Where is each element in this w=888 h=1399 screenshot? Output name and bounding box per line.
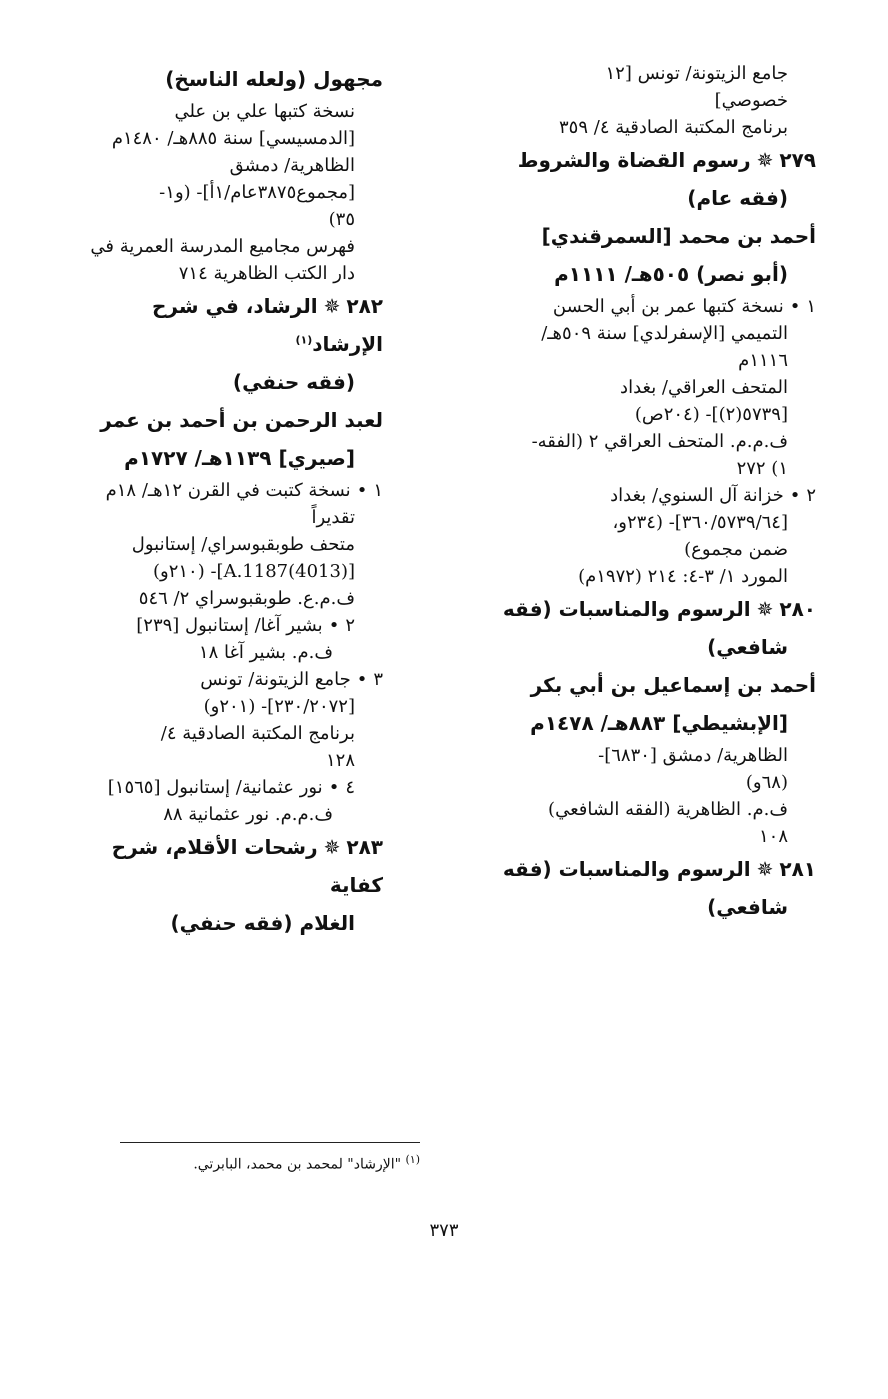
entry-subject: (فقه حنفي)	[232, 370, 355, 394]
copy-text: نسخة كتبت في القرن ١٢هـ/ ١٨م	[105, 480, 351, 501]
copy-item	[83, 774, 383, 828]
copy-text: ضمن مجموع)	[684, 539, 788, 560]
copy-text: فهرس مجاميع المدرسة العمرية في	[90, 236, 355, 257]
entry-heading	[471, 141, 816, 179]
entry-subject: (فقه	[502, 857, 552, 881]
copy-text: متحف طوبقبوسراي/ إستانبول	[131, 534, 355, 555]
copy-text: (٦٨و)	[745, 772, 788, 793]
left-column	[83, 60, 383, 942]
author-name: لعبد الرحمن بن أحمد بن عمر	[100, 408, 383, 432]
copy-text: ف.م.م. المتحف العراقي ٢ (الفقه-	[531, 431, 788, 452]
text-line: برنامج المكتبة الصادقية ٤/ ٣٥٩	[559, 117, 788, 138]
copy-text: برنامج المكتبة الصادقية ٤/	[160, 723, 355, 744]
entry-282	[83, 287, 383, 828]
star-icon: ✵	[756, 148, 774, 172]
author-dates: (أبو نصر) ٥٠٥هـ/ ١١١١م	[554, 262, 788, 286]
copy-text: خزانة آل السنوي/ بغداد	[610, 485, 784, 506]
copy-text: نسخة كتبها علي بن علي	[174, 101, 355, 122]
entry-number: ٢٧٩	[779, 148, 816, 172]
author-name: أحمد بن محمد [السمرقندي]	[541, 224, 816, 248]
copy-text: [مجموع٣٨٧٥عام/١أ]- (و١-	[159, 182, 355, 203]
entry-title: الرشاد، في شرح الإرشاد	[151, 294, 383, 356]
copy-text: ١) ٢٧٢	[736, 458, 788, 479]
author-name: أحمد بن إسماعيل بن أبي بكر	[530, 673, 816, 697]
entry-heading	[471, 590, 816, 628]
footnote-mark: (١)	[295, 333, 313, 347]
entry-title: الغلام	[299, 911, 355, 935]
star-icon: ✵	[323, 294, 341, 318]
copy-first-line	[83, 774, 383, 801]
copy-item	[83, 477, 383, 612]
star-icon: ✵	[756, 597, 774, 621]
entry-heading	[471, 850, 816, 888]
footnote	[120, 1152, 420, 1176]
copy-text: ١١١٦م	[738, 350, 788, 371]
copy-text: [الدمسيسي] سنة ٨٨٥هـ/ ١٤٨٠م	[111, 128, 355, 149]
copy-text: ف.م.ع. طوبقبوسراي ٢/ ٥٤٦	[138, 588, 355, 609]
copy-text: ١٢٨	[325, 750, 355, 771]
text-line: خصوصي]	[714, 90, 788, 111]
entry-subject: (فقه عام)	[687, 186, 788, 210]
copy-text: ف.م. بشير آغا ١٨	[198, 642, 333, 663]
copy-text: نور عثمانية/ إستانبول [١٥٦٥]	[107, 777, 323, 798]
copy-text: [٣٦٠/٥٧٣٩/٦٤]- (٢٣٤و،	[612, 512, 788, 533]
entry-title: رسوم القضاة والشروط	[517, 148, 751, 172]
copy-text: ف.م.م. نور عثمانية ٨٨	[163, 804, 333, 825]
copy-number: ٢	[345, 615, 355, 636]
copy-first-line	[471, 482, 816, 509]
copy-first-line	[83, 612, 383, 639]
entry-subject: شافعي)	[707, 895, 788, 919]
author-dates: [الإبشيطي] ٨٨٣هـ/ ١٤٧٨م	[530, 711, 788, 735]
star-icon: ✵	[756, 857, 774, 881]
bullet-icon: •	[328, 615, 340, 636]
copy-text: ف.م. الظاهرية (الفقه الشافعي)	[548, 799, 788, 820]
entry-number: ٢٨٢	[346, 294, 383, 318]
entry-heading	[83, 828, 383, 904]
copy-item	[83, 666, 383, 774]
copy-text: الظاهرية/ دمشق	[229, 155, 355, 176]
copy-number: ٢	[806, 485, 816, 506]
page-number: ٣٧٣	[429, 1220, 459, 1241]
copy-number: ١	[373, 480, 383, 501]
entry-number: ٢٨٠	[779, 597, 816, 621]
footnote-text: "الإرشاد" لمحمد بن محمد، البابرتي.	[193, 1156, 402, 1173]
entry-title-continued	[83, 904, 383, 942]
copy-text: ٣٥)	[328, 209, 355, 230]
entry-subject: (فقه	[502, 597, 552, 621]
bullet-icon: •	[328, 777, 340, 798]
copy-text: بشير آغا/ إستانبول [٢٣٩]	[136, 615, 323, 636]
entry-280	[471, 590, 816, 850]
entry-279	[471, 141, 816, 590]
footnote-mark: (١)	[405, 1153, 420, 1166]
bullet-icon: •	[789, 485, 801, 506]
copy-number: ٤	[345, 777, 355, 798]
author-dates: [صيري] ١١٣٩هـ/ ١٧٢٧م	[124, 446, 355, 470]
copy-text: ١٠٨	[758, 826, 788, 847]
bullet-icon: •	[356, 669, 368, 690]
copy-text: [٢٣٠/٢٠٧٢]- (٢٠١و)	[203, 696, 355, 717]
copy-text: [A.1187(4013)]- (٢١٠و)	[152, 561, 355, 582]
entry-number: ٢٨١	[779, 857, 816, 881]
copy-text: التميمي [الإسفرلدي] سنة ٥٠٩هـ/	[541, 323, 788, 344]
copy-text: نسخة كتبها عمر بن أبي الحسن	[552, 296, 784, 317]
bullet-icon: •	[789, 296, 801, 317]
copy-text: جامع الزيتونة/ تونس	[200, 669, 351, 690]
copy-text: المورد ١/ ٣-٤: ٢١٤ (١٩٧٢م)	[578, 566, 788, 587]
text-line: جامع الزيتونة/ تونس [١٢	[605, 63, 788, 84]
author-name: مجهول (ولعله الناسخ)	[165, 67, 383, 91]
entry-number: ٢٨٣	[346, 835, 383, 859]
copy-item	[471, 482, 816, 590]
entry-title: الرسوم والمناسبات	[558, 597, 751, 621]
entry-subject: شافعي)	[707, 635, 788, 659]
bullet-icon: •	[356, 480, 368, 501]
entry-283	[83, 828, 383, 942]
copy-text: تقديراً	[311, 507, 355, 528]
entry-subject: (فقه حنفي)	[170, 911, 293, 935]
entry-title: الرسوم والمناسبات	[558, 857, 751, 881]
copy-item	[471, 293, 816, 482]
footnote-divider	[120, 1142, 420, 1143]
entry-heading	[83, 287, 383, 363]
star-icon: ✵	[323, 835, 341, 859]
entry-281	[471, 850, 816, 926]
copy-text: الظاهرية/ دمشق [٦٨٣٠]-	[598, 745, 788, 766]
copy-text: المتحف العراقي/ بغداد	[620, 377, 788, 398]
copy-text: [٥٧٣٩(٢)]- (٢٠٤ص)	[634, 404, 788, 425]
copy-text: دار الكتب الظاهرية ٧١٤	[178, 263, 355, 284]
copy-first-line	[471, 293, 816, 320]
copy-item	[83, 612, 383, 666]
copy-number: ١	[806, 296, 816, 317]
copy-number: ٣	[373, 669, 383, 690]
entry-title: رشحات الأقلام، شرح كفاية	[111, 835, 383, 897]
right-column	[471, 60, 816, 926]
copy-first-line	[83, 666, 383, 693]
copy-first-line	[83, 477, 383, 504]
